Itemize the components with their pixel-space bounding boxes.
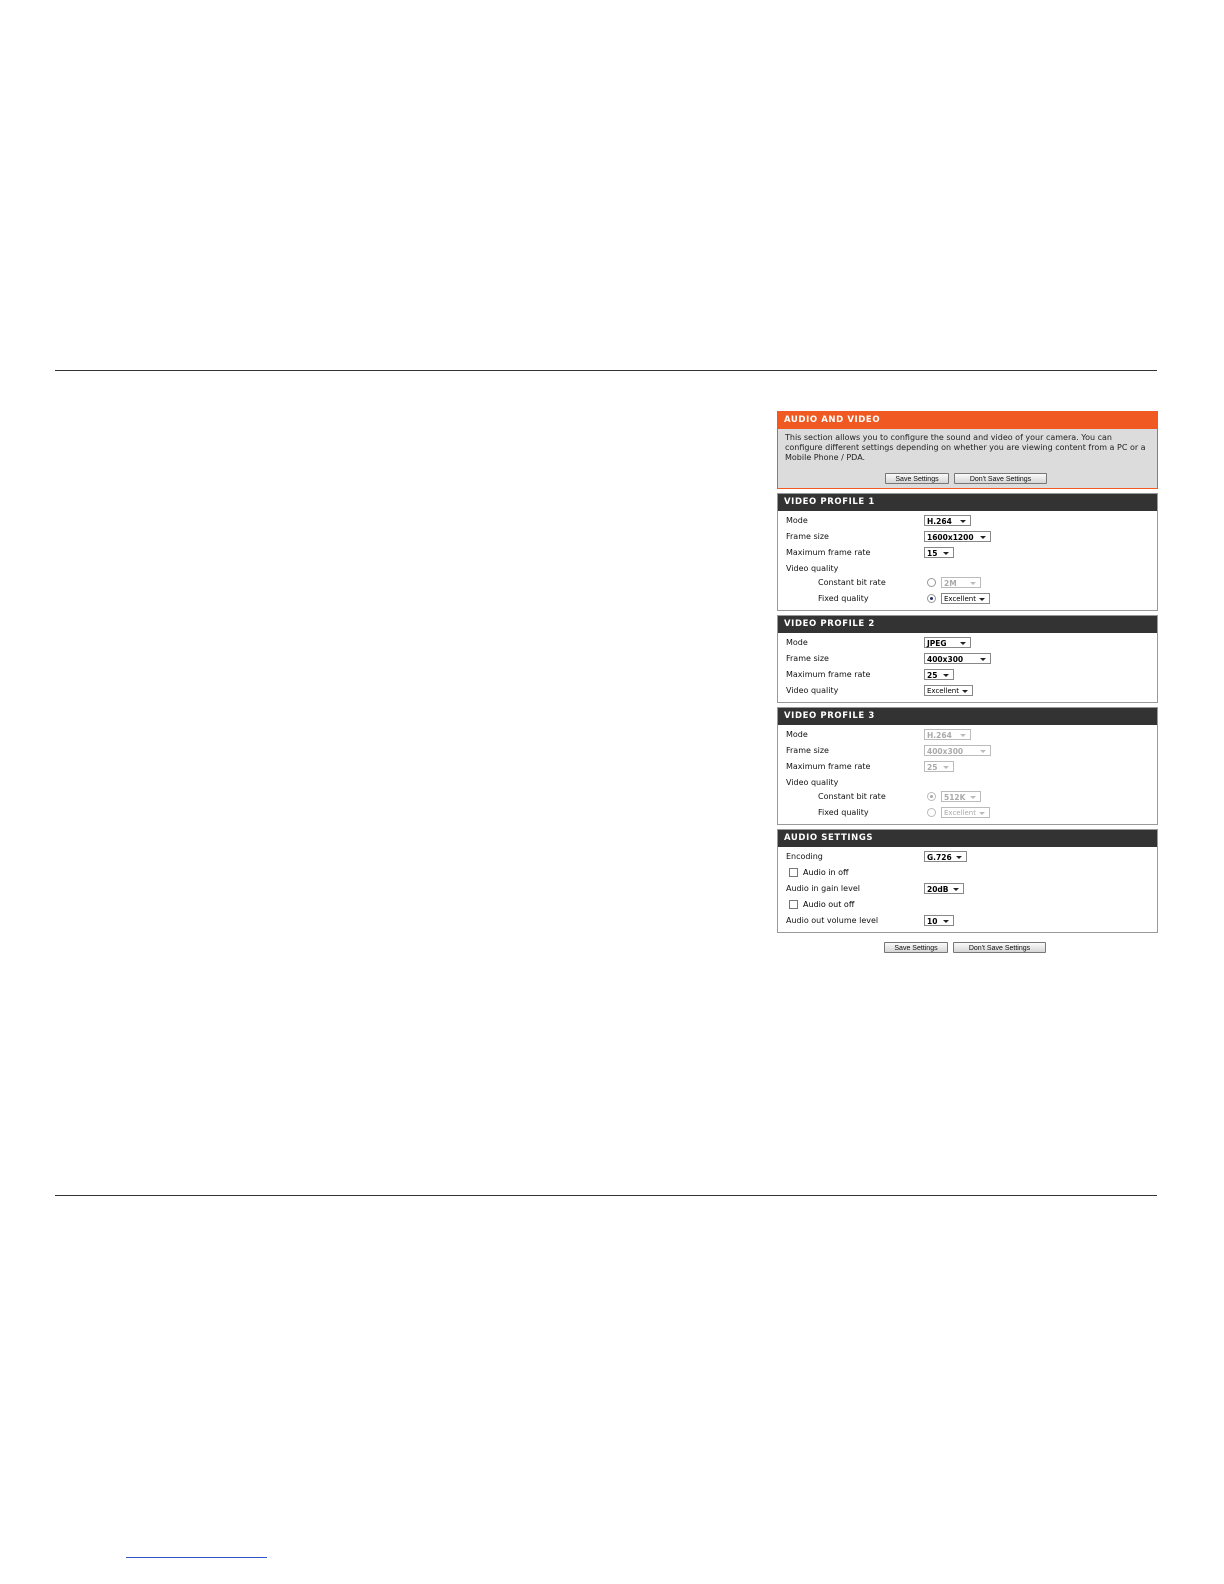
footer-button-row bbox=[884, 937, 1158, 953]
audio-settings-title: AUDIO SETTINGS bbox=[778, 830, 1157, 847]
chevron-down-icon bbox=[943, 920, 949, 923]
frame-size-label: Frame size bbox=[786, 532, 829, 541]
audio-settings-panel bbox=[777, 829, 1158, 933]
select-value: 1600x1200 bbox=[927, 533, 974, 542]
video-profile-1-title: VIDEO PROFILE 1 bbox=[778, 494, 1157, 511]
chevron-down-icon bbox=[960, 734, 966, 737]
select-value: H.264 bbox=[927, 517, 952, 526]
profile-1-cbr-select[interactable] bbox=[941, 577, 981, 588]
chevron-down-icon bbox=[953, 888, 959, 891]
profile-2-frame-size-select[interactable] bbox=[924, 653, 991, 664]
profile-2-max-frame-rate-select[interactable] bbox=[924, 669, 954, 680]
video-quality-label: Video quality bbox=[786, 686, 839, 695]
chevron-down-icon bbox=[979, 812, 985, 815]
profile-3-frame-size-select[interactable] bbox=[924, 745, 991, 756]
profile-1-max-frame-rate-select[interactable] bbox=[924, 547, 954, 558]
max-frame-rate-label: Maximum frame rate bbox=[786, 548, 871, 557]
frame-size-label: Frame size bbox=[786, 746, 829, 755]
chevron-down-icon bbox=[962, 690, 968, 693]
constant-bit-rate-label: Constant bit rate bbox=[818, 578, 886, 587]
fixed-quality-label: Fixed quality bbox=[818, 594, 869, 603]
profile-1-fixed-quality-select[interactable] bbox=[941, 593, 990, 604]
chevron-down-icon bbox=[980, 536, 986, 539]
select-value: 400x300 bbox=[927, 747, 964, 756]
fixed-quality-label: Fixed quality bbox=[818, 808, 869, 817]
video-profile-3-panel bbox=[777, 707, 1158, 825]
select-value: 2M bbox=[944, 579, 957, 588]
max-frame-rate-label: Maximum frame rate bbox=[786, 762, 871, 771]
mode-label: Mode bbox=[786, 516, 808, 525]
save-settings-button-top[interactable]: Save Settings bbox=[885, 473, 949, 484]
select-value: H.264 bbox=[927, 731, 952, 740]
audio-video-intro-panel bbox=[777, 411, 1158, 489]
profile-3-cbr-radio[interactable] bbox=[927, 792, 936, 801]
profile-3-cbr-select[interactable] bbox=[941, 791, 981, 802]
footer-link-underline bbox=[126, 1557, 267, 1558]
select-value: 25 bbox=[927, 671, 938, 680]
chevron-down-icon bbox=[943, 766, 949, 769]
video-quality-label: Video quality bbox=[786, 564, 839, 573]
profile-1-cbr-radio[interactable] bbox=[927, 578, 936, 587]
select-value: 10 bbox=[927, 917, 938, 926]
select-value: Excellent bbox=[927, 687, 959, 695]
select-value: JPEG bbox=[927, 639, 947, 648]
mode-label: Mode bbox=[786, 730, 808, 739]
chevron-down-icon bbox=[960, 520, 966, 523]
select-value: 400x300 bbox=[927, 655, 964, 664]
audio-in-off-label: Audio in off bbox=[803, 868, 849, 877]
audio-out-off-checkbox[interactable] bbox=[789, 900, 798, 909]
chevron-down-icon bbox=[960, 642, 966, 645]
audio-in-gain-label: Audio in gain level bbox=[786, 884, 860, 893]
audio-out-off-label: Audio out off bbox=[803, 900, 855, 909]
chevron-down-icon bbox=[943, 552, 949, 555]
chevron-down-icon bbox=[980, 750, 986, 753]
intro-description: This section allows you to configure the sound and video of your camera. You can configure different settings depending on whether you are viewing content from a PC or a Mobile Phone / PDA. bbox=[785, 433, 1146, 462]
dont-save-settings-button-top[interactable]: Don't Save Settings bbox=[954, 473, 1047, 484]
select-value: 15 bbox=[927, 549, 938, 558]
chevron-down-icon bbox=[979, 598, 985, 601]
profile-1-fixed-quality-radio[interactable] bbox=[927, 594, 936, 603]
mode-label: Mode bbox=[786, 638, 808, 647]
select-value: Excellent bbox=[944, 809, 976, 817]
audio-out-volume-select[interactable] bbox=[924, 915, 954, 926]
chevron-down-icon bbox=[980, 658, 986, 661]
video-profile-1-panel bbox=[777, 493, 1158, 611]
audio-in-gain-select[interactable] bbox=[924, 883, 964, 894]
audio-in-off-checkbox[interactable] bbox=[789, 868, 798, 877]
encoding-label: Encoding bbox=[786, 852, 823, 861]
top-divider bbox=[55, 370, 1157, 371]
profile-3-max-frame-rate-select[interactable] bbox=[924, 761, 954, 772]
audio-video-settings bbox=[777, 411, 1158, 953]
profile-1-mode-select[interactable] bbox=[924, 515, 971, 526]
audio-encoding-select[interactable] bbox=[924, 851, 967, 862]
profile-1-frame-size-select[interactable] bbox=[924, 531, 991, 542]
select-value: 512K bbox=[944, 793, 966, 802]
bottom-divider bbox=[55, 1195, 1157, 1196]
select-value: Excellent bbox=[944, 595, 976, 603]
save-settings-button-bottom[interactable]: Save Settings bbox=[884, 942, 948, 953]
profile-2-mode-select[interactable] bbox=[924, 637, 971, 648]
select-value: 20dB bbox=[927, 885, 949, 894]
profile-3-fixed-quality-select[interactable] bbox=[941, 807, 990, 818]
chevron-down-icon bbox=[970, 796, 976, 799]
select-value: G.726 bbox=[927, 853, 952, 862]
profile-3-fixed-quality-radio[interactable] bbox=[927, 808, 936, 817]
select-value: 25 bbox=[927, 763, 938, 772]
profile-3-mode-select[interactable] bbox=[924, 729, 971, 740]
chevron-down-icon bbox=[956, 856, 962, 859]
chevron-down-icon bbox=[943, 674, 949, 677]
max-frame-rate-label: Maximum frame rate bbox=[786, 670, 871, 679]
video-profile-3-title: VIDEO PROFILE 3 bbox=[778, 708, 1157, 725]
dont-save-settings-button-bottom[interactable]: Don't Save Settings bbox=[953, 942, 1046, 953]
video-profile-2-title: VIDEO PROFILE 2 bbox=[778, 616, 1157, 633]
video-quality-label: Video quality bbox=[786, 778, 839, 787]
chevron-down-icon bbox=[970, 582, 976, 585]
profile-2-video-quality-select[interactable] bbox=[924, 685, 973, 696]
frame-size-label: Frame size bbox=[786, 654, 829, 663]
video-profile-2-panel bbox=[777, 615, 1158, 703]
intro-title: AUDIO AND VIDEO bbox=[778, 412, 1157, 429]
constant-bit-rate-label: Constant bit rate bbox=[818, 792, 886, 801]
audio-out-volume-label: Audio out volume level bbox=[786, 916, 879, 925]
